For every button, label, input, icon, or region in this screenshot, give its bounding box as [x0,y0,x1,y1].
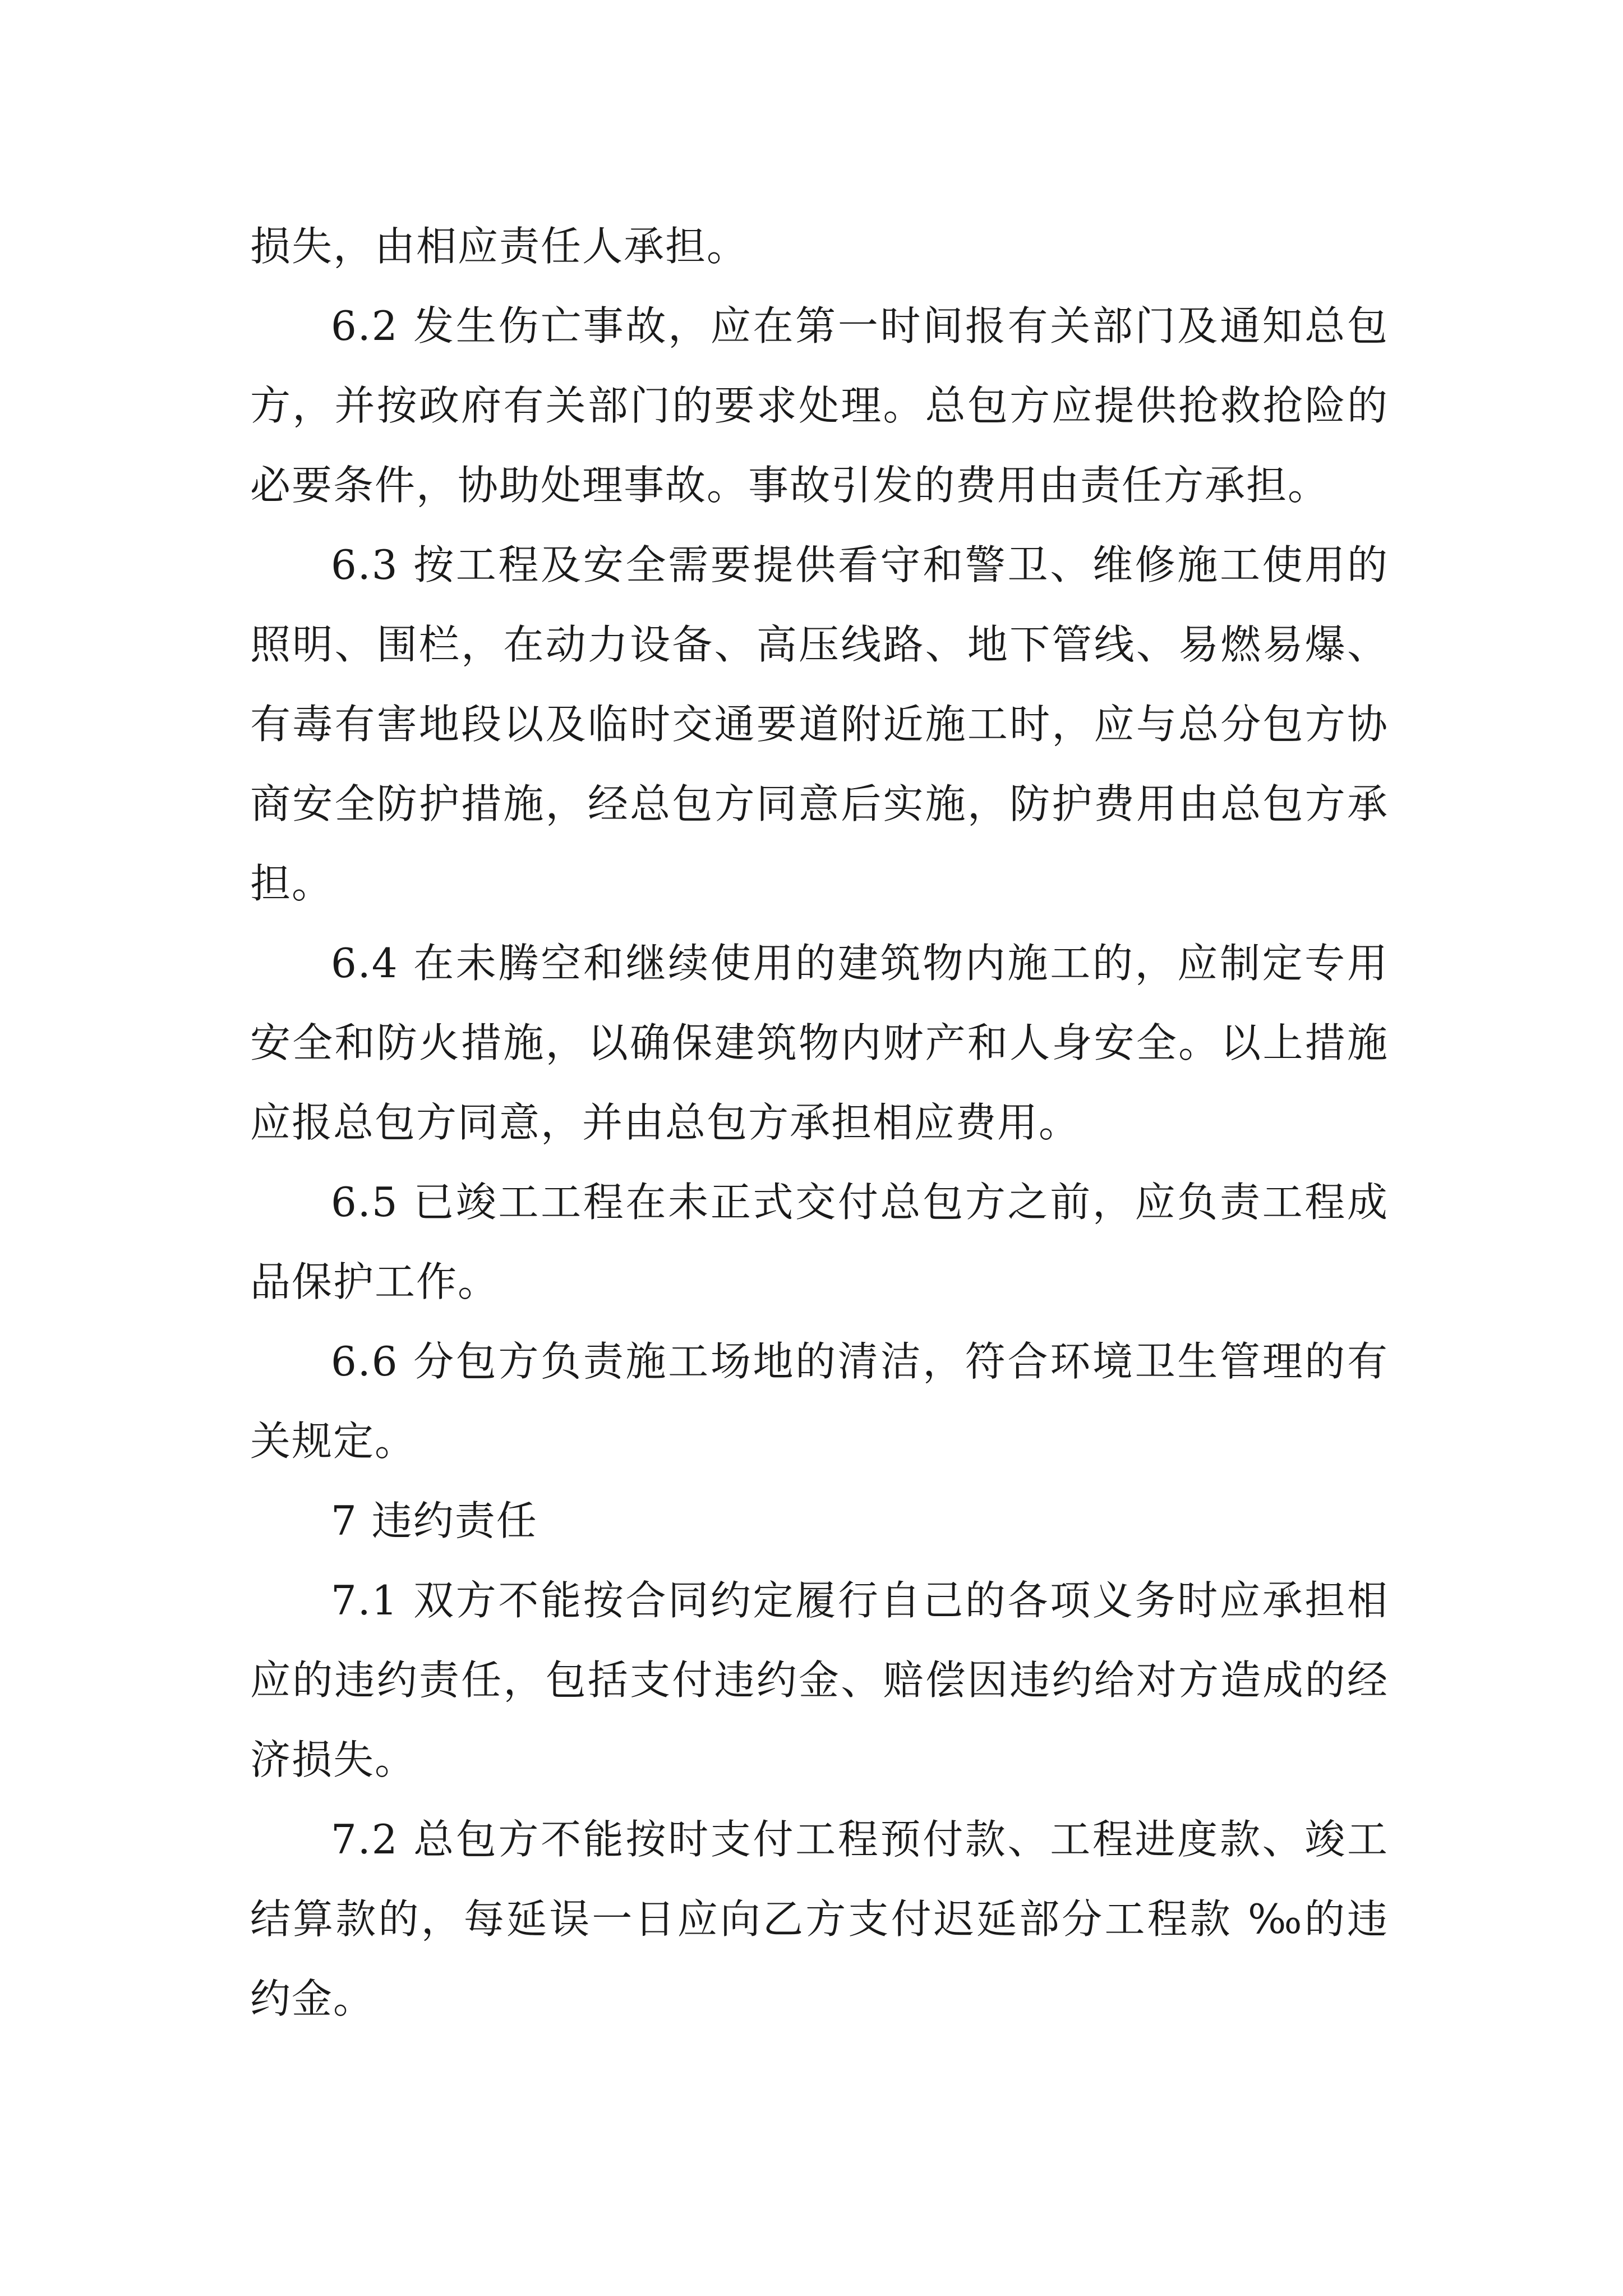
paragraph-6-4: 6.4 在未腾空和继续使用的建筑物内施工的，应制定专用安全和防火措施，以确保建筑物内财产和人身安全。以上措施应报总包方同意，并由总包方承担相应费用。 [250,940,1389,1146]
paragraph-7-1: 7.1 双方不能按合同约定履行自己的各项义务时应承担相应的违约责任，包括支付违约金、赔偿因违约给对方造成的经济损失。 [250,1577,1389,1783]
section-heading-7: 7 违约责任 [331,1497,538,1544]
paragraph-6-5: 6.5 已竣工工程在未正式交付总包方之前，应负责工程成品保护工作。 [250,1179,1389,1305]
paragraph-continuation: 损失，由相应责任人承担。 [250,223,749,270]
paragraph-7-2: 7.2 总包方不能按时支付工程预付款、工程进度款、竣工结算款的，每延误一日应向乙方支付迟延部分工程款 ‰的违约金。 [250,1816,1389,2022]
paragraph-6-3: 6.3 按工程及安全需要提供看守和警卫、维修施工使用的照明、围栏，在动力设备、高压线路、地下管线、易燃易爆、有毒有害地段以及临时交通要道附近施工时，应与总分包方协商安全防护措施，经总包方同意后实施，防护费用由总包方承担。 [250,541,1389,907]
paragraph-6-6: 6.6 分包方负责施工场地的清洁，符合环境卫生管理的有关规定。 [250,1338,1389,1465]
paragraph-6-2: 6.2 发生伤亡事故，应在第一时间报有关部门及通知总包方，并按政府有关部门的要求处理。总包方应提供抢救抢险的必要条件，协助处理事故。事故引发的费用由责任方承担。 [250,302,1389,509]
document-body [250,206,1389,2039]
